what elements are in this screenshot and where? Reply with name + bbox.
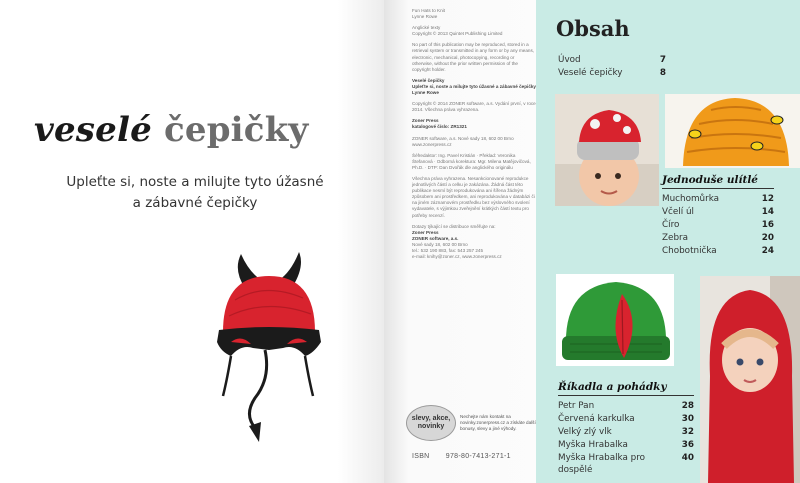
toc-entry[interactable] bbox=[662, 193, 774, 205]
mushroom-hat-photo bbox=[555, 94, 659, 206]
toc-entry[interactable] bbox=[662, 245, 774, 257]
toc-section-heading: Jednoduše ulítlé bbox=[662, 174, 758, 186]
imprint-text: Fun Hats to Knit bbox=[412, 8, 445, 13]
toc-entry-label: Číro bbox=[662, 220, 680, 230]
imprint-text: Dotazy týkající se distribuce směřujte na: bbox=[412, 223, 496, 229]
imprint-column bbox=[412, 8, 536, 265]
toc-entry-page: 20 bbox=[761, 233, 774, 243]
imprint-text: No part of this publication may be reproduced, stored in a retrieval system or transmitted in any form or by any means, electronic, mechanical, photocopying, recording or otherwise, without the prior written permission of the copyright holder. bbox=[412, 42, 535, 72]
toc-entry[interactable] bbox=[558, 439, 694, 451]
toc-entry-page: 36 bbox=[681, 440, 694, 450]
imprint-block bbox=[412, 118, 536, 130]
toc-entry-page: 14 bbox=[761, 207, 774, 217]
toc-entry-label: Petr Pan bbox=[558, 401, 595, 411]
promo-box bbox=[406, 404, 540, 442]
book-title-part2: čepičky bbox=[163, 110, 309, 150]
devil-hat-photo bbox=[205, 250, 330, 445]
toc-entry[interactable] bbox=[558, 54, 666, 66]
toc-entry-page: 24 bbox=[761, 246, 774, 256]
toc-entry-label: Úvod bbox=[558, 55, 581, 65]
isbn-label: ISBN bbox=[412, 453, 430, 460]
red-riding-hood-photo bbox=[700, 276, 800, 483]
book-subtitle bbox=[30, 172, 360, 214]
promo-badge bbox=[406, 405, 456, 441]
toc-entry-label: Veselé čepičky bbox=[558, 68, 623, 78]
subtitle-line2: a zábavné čepičky bbox=[132, 195, 258, 211]
promo-badge-line1: slevy, akce, bbox=[411, 415, 451, 422]
toc-entry[interactable] bbox=[558, 67, 666, 79]
toc-title: Obsah bbox=[556, 16, 630, 41]
toc-section-rule bbox=[558, 395, 694, 396]
toc-entry[interactable] bbox=[662, 219, 774, 231]
peter-pan-hat-photo bbox=[556, 274, 674, 366]
toc-entry-label: Včelí úl bbox=[662, 207, 694, 217]
imprint-text: ZONER software, a.s. Nové sady 18, 602 00 Brno www.zonerpress.cz bbox=[412, 135, 514, 147]
promo-text: Nechejte nám kontakt na novinky.zonerpress.cz a získáte další bonusy, slevy a jiné výhody. bbox=[460, 414, 536, 431]
imprint-text: e-mail: knihy@zoner.cz, www.zonerpress.cz bbox=[412, 254, 502, 260]
imprint-text: Lynne Rowe bbox=[412, 90, 439, 96]
toc-entry[interactable] bbox=[558, 400, 694, 412]
beehive-hat-photo bbox=[665, 94, 800, 168]
toc-entry-page: 8 bbox=[659, 68, 666, 78]
toc-entry-page: 32 bbox=[681, 427, 694, 437]
book-title bbox=[34, 110, 364, 150]
imprint-text: Zoner Press bbox=[412, 118, 439, 124]
toc-entry-page: 28 bbox=[681, 401, 694, 411]
book-title-part1: veselé bbox=[34, 110, 152, 150]
imprint-block bbox=[412, 224, 536, 261]
toc-entry-label: Velký zlý vlk bbox=[558, 427, 612, 437]
left-page bbox=[0, 0, 384, 483]
toc-entry-label: Myška Hrabalka pro dospělé bbox=[558, 453, 646, 475]
toc-section-rule bbox=[662, 188, 774, 189]
toc-entry-page: 12 bbox=[761, 194, 774, 204]
toc-entry-label: Zebra bbox=[662, 233, 689, 243]
toc-entry[interactable] bbox=[558, 426, 694, 438]
imprint-block bbox=[412, 25, 536, 37]
imprint-text: Šéfredaktor: Ing. Pavel Kristián · Překlad: Veronika Štefanová · Odborná korektura: Mgr. Milena Matějovičová, Ph.D. · DTP: Dan Dvořák dle anglického originálu bbox=[412, 152, 531, 170]
subtitle-line1: Upleťte si, noste a milujte tyto úžasné bbox=[66, 174, 324, 190]
toc-entry-page: 30 bbox=[681, 414, 694, 424]
toc-entry[interactable] bbox=[662, 232, 774, 244]
imprint-text: Anglické texty bbox=[412, 25, 441, 31]
imprint-text: Všechna práva vyhrazena. Nesankcionované reprodukce jednotlivých částí a celku je zakázána. Žádná část této publikace nesmí být reprodukována ani šířena žádným způsobem ani prostředkem, ani reprodukována v databázi či na jiném záznamovém prostředku bez výslovného svolení vydavatele, s výjimkou zveřejnění krátkých částí textu pro potřeby recenzí. bbox=[412, 175, 535, 218]
imprint-text: Zoner Press bbox=[412, 229, 439, 235]
toc-entry-label: Červená karkulka bbox=[558, 414, 635, 424]
promo-badge-line2: novinky bbox=[417, 423, 445, 430]
toc-entry[interactable] bbox=[558, 413, 694, 425]
toc-entry-page: 7 bbox=[659, 55, 666, 65]
isbn-line bbox=[412, 453, 525, 460]
isbn-value: 978-80-7413-271-1 bbox=[445, 453, 511, 460]
imprint-text: tel.: 532 190 883, fax: 543 257 245 bbox=[412, 248, 484, 253]
toc-entry-label: Myška Hrabalka bbox=[558, 440, 628, 450]
imprint-block bbox=[412, 78, 536, 96]
toc-entry-page: 40 bbox=[681, 453, 694, 463]
imprint-text: Lynne Rowe bbox=[412, 14, 438, 20]
imprint-text: ZONER software, a.s. bbox=[412, 235, 459, 241]
imprint-text: katalogové číslo: ZR1321 bbox=[412, 124, 467, 130]
toc-entry[interactable] bbox=[662, 206, 774, 218]
imprint-text: Upleťte si, noste a milujte tyto úžasné a zábavné čepičky bbox=[412, 83, 536, 89]
imprint-block bbox=[412, 8, 536, 20]
toc-section-heading: Říkadla a pohádky bbox=[558, 381, 667, 393]
toc-entry-label: Muchomůrka bbox=[662, 194, 720, 204]
imprint-text: Copyright © 2014 ZONER software, a.s. Vydání první, v roce 2014. Všechna práva vyhrazena. bbox=[412, 101, 536, 113]
imprint-text: Nové sady 18, 602 00 Brno bbox=[412, 241, 468, 247]
imprint-text: Veselé čepičky bbox=[412, 77, 445, 83]
toc-entry-page: 16 bbox=[761, 220, 774, 230]
toc-entry-label: Chobotnička bbox=[662, 246, 717, 256]
imprint-text: Copyright © 2013 Quintet Publishing Limited bbox=[412, 31, 503, 37]
toc-entry[interactable] bbox=[558, 452, 694, 476]
